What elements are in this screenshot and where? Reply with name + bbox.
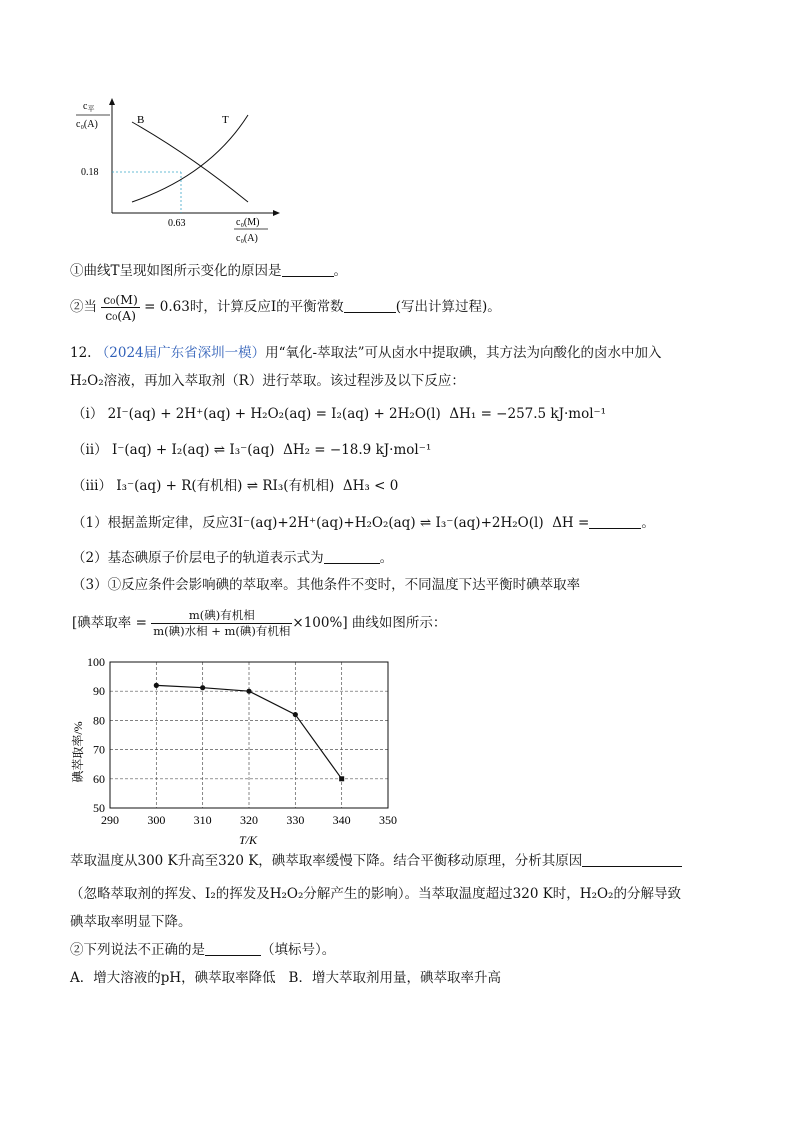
x-tick-label: 330: [286, 813, 305, 827]
equilibrium-sketch-chart: [70, 95, 290, 255]
x-tick-label: 350: [379, 813, 397, 827]
data-point: [200, 685, 205, 690]
y-tick-label: 90: [93, 684, 105, 699]
y-tick-label: 60: [93, 771, 105, 786]
q12-intro-line1: 12. （2024届广东省深圳一模）用“氧化-萃取法”可从卤水中提取碘，其方法为向酸化的卤水中加入: [70, 345, 662, 361]
options-row: [70, 968, 501, 988]
q11-part1: ①曲线T呈现如图所示变化的原因是 。: [70, 263, 348, 279]
y-axis-label-num: $c_平$: [83, 101, 95, 113]
y-axis-label-den: c₀(A): [76, 119, 98, 130]
x-axis-label-num: c₀(M): [236, 217, 260, 228]
y-tick-label: 100: [87, 655, 105, 669]
x-tick-label: 300: [147, 813, 166, 827]
q12-analysis-line2: （忽略萃取剂的挥发、I₂的挥发及H₂O₂分解产生的影响）。当萃取温度超过320 K时，H₂O₂的分解导致: [70, 886, 681, 902]
q11-part2: ②当 $\frac{\text{c₀(M)}}{\text{c₀(A)}}$ = 0.63时，计算反应I的平衡常数 (写出计算过程)。: [70, 292, 501, 323]
x-axis-label-den: c₀(A): [236, 233, 258, 244]
question-number: 12.: [70, 345, 92, 361]
x-axis-label: T/K: [238, 833, 258, 847]
question-source: （2024届广东省深圳一模）: [95, 345, 266, 361]
q12-sub2: （2）基态碘原子价层电子的轨道表示式为 。: [72, 550, 394, 566]
y-tick-label: 0.18: [81, 167, 99, 178]
curve-B-label: B: [137, 114, 145, 126]
option-A: A．增大溶液的pH，碘萃取率降低: [70, 970, 276, 986]
q12-analysis-line1: 萃取温度从300 K升高至320 K，碘萃取率缓慢下降。结合平衡移动原理，分析其原因: [70, 851, 682, 871]
extraction-formula: [碘萃取率 = $\frac{\text{m(碘)有机相}}{\text{m(碘)水相 + m(碘)有机相}}$ ×100%] 曲线如图所示：: [72, 608, 447, 638]
curve-B: [132, 122, 248, 202]
curve-T-label: T: [222, 114, 229, 126]
q12-intro-line2: H₂O₂溶液，再加入萃取剂（R）进行萃取。该过程涉及以下反应：: [70, 373, 465, 389]
q12-analysis-line3: 碘萃取率明显下降。: [70, 914, 192, 930]
y-tick-label: 70: [93, 742, 105, 757]
data-point: [154, 683, 159, 688]
x-tick-label: 340: [332, 813, 351, 827]
x-tick-label: 320: [240, 813, 258, 827]
y-axis-arrow: [109, 98, 115, 105]
option-B: B．增大萃取剂用量，碘萃取率升高: [288, 970, 501, 986]
data-point: [293, 712, 298, 717]
reaction-ii: （ⅱ） I⁻(aq) + I₂(aq) ⇌ I₃⁻(aq) ΔH₂ = −18.9 kJ·mol⁻¹: [72, 442, 432, 458]
reaction-i: （ⅰ） 2I⁻(aq) + 2H⁺(aq) + H₂O₂(aq) = I₂(aq) + 2H₂O(l) ΔH₁ = −257.5 kJ·mol⁻¹: [72, 406, 607, 422]
data-point: [246, 689, 251, 694]
extraction-rate-chart: [70, 652, 400, 848]
y-axis-label: 碘萃取率/%: [71, 721, 85, 783]
x-tick-label: 290: [101, 813, 119, 827]
y-tick-label: 50: [93, 801, 105, 815]
x-axis-arrow: [273, 210, 280, 216]
data-point: [339, 776, 344, 781]
x-tick-label: 0.63: [168, 218, 186, 229]
y-tick-label: 80: [93, 713, 105, 728]
reaction-iii: （ⅲ） I₃⁻(aq) + R(有机相) ⇌ RI₃(有机相) ΔH₃ < 0: [72, 478, 399, 494]
q12-sub1: （1）根据盖斯定律，反应3I⁻(aq)+2H⁺(aq)+H₂O₂(aq) ⇌ I₃⁻(aq)+2H₂O(l) ΔH = 。: [72, 515, 655, 531]
q12-sub3: （3）①反应条件会影响碘的萃取率。其他条件不变时，不同温度下达平衡时碘萃取率: [72, 577, 581, 593]
x-tick-label: 310: [193, 813, 212, 827]
q12-sub3b: ②下列说法不正确的是 （填标号）。: [70, 942, 336, 958]
